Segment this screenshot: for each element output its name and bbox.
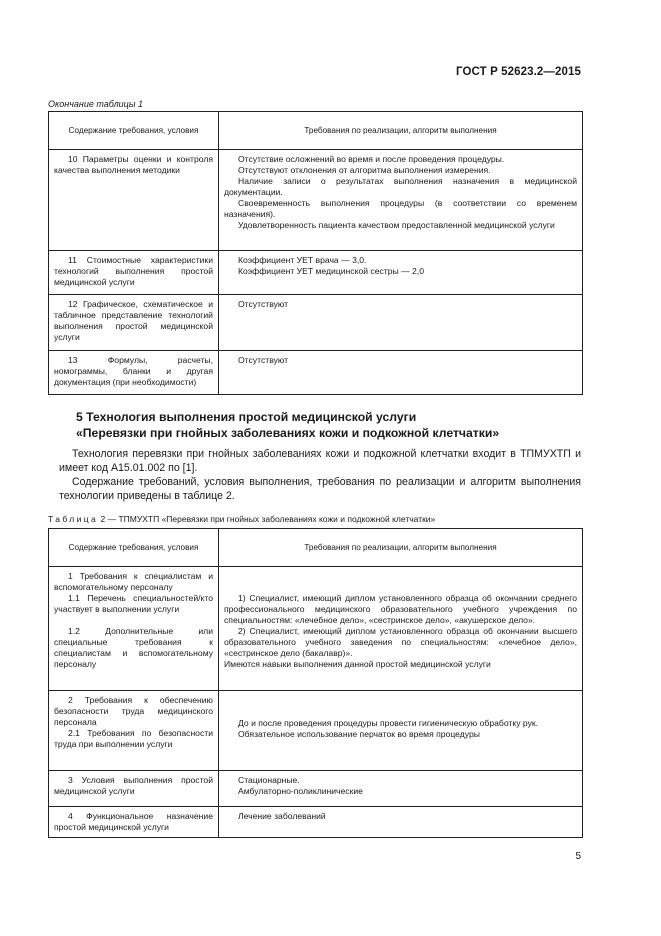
table-cell-requirement: 13 Формулы, расчеты, номограммы, бланки и другая документация (при необходимости) [49, 351, 219, 395]
table-cell-implementation: Стационарные. Амбулаторно-поликлинические [219, 771, 583, 807]
table-cell-requirement: 12 Графическое, схематическое и табличное представление технологий выполнения простой медицинской услуги [49, 295, 219, 351]
table2 [48, 528, 583, 838]
body-paragraph: Содержание требований, условия выполнения, требования по реализации и алгоритм выполнения технологии приведены в таблице 2. [59, 476, 581, 502]
body-paragraph: Технология перевязки при гнойных заболеваниях кожи и подкожной клетчатки входит в ТПМУХТП и имеет код А15.01.002 по [1]. [59, 448, 581, 474]
table1-caption: Окончание таблицы 1 [48, 99, 143, 109]
table-cell-requirement: 4 Функциональное назначение простой медицинской услуги [49, 807, 219, 838]
table-cell-implementation: Отсутствие осложнений во время и после проведения процедуры. Отсутствуют отклонения от алгоритма выполнения измерения. Наличие записи о результатах выполнения назначения в медицинской документации. Своевременность выполнения процедуры (в соответствии со временем назначения). Удовлетворенность пациента качеством предоставленной медицинской услуги [219, 150, 583, 251]
table-cell-implementation: До и после проведения процедуры провести гигиеническую обработку рук. Обязательное использование перчаток во время процедуры [219, 691, 583, 771]
table1-col-header-requirement: Содержание требования, условия [49, 112, 219, 150]
table1-col-header-implementation: Требования по реализации, алгоритм выполнения [219, 112, 583, 150]
page-number: 5 [575, 851, 581, 862]
table1 [48, 111, 583, 395]
table-cell-implementation: Отсутствуют [219, 295, 583, 351]
table1-header-row [49, 112, 583, 150]
table2-col-header-implementation: Требования по реализации, алгоритм выполнения [219, 529, 583, 567]
table-row [49, 295, 583, 351]
document-id: ГОСТ Р 52623.2—2015 [456, 66, 581, 78]
table-row [49, 251, 583, 295]
table-cell-requirement: 3 Условия выполнения простой медицинской услуги [49, 771, 219, 807]
table-cell-requirement: 10 Параметры оценки и контроля качества выполнения методики [49, 150, 219, 251]
table-row [49, 150, 583, 251]
table2-header-row [49, 529, 583, 567]
table-cell-requirement: 2 Требования к обеспечению безопасности труда медицинского персонала 2.1 Требования по безопасности труда при выполнении услуги [49, 691, 219, 771]
table2-col-header-requirement: Содержание требования, условия [49, 529, 219, 567]
table-cell-implementation: 1) Специалист, имеющий диплом установленного образца об окончании среднего профессионального медицинского образовательного учебного учреждения по специальностям: «лечебное дело», «сестринское дело», «акушерское дело». 2) Специалист, имеющий диплом установленного образца об окончании высшего образовательного учебного заведения по специальностям: «лечебное дело», «сестринское дело (бакалавр)». Имеются навыки выполнения данной простой медицинской услуги [219, 567, 583, 691]
table-row [49, 807, 583, 838]
section-heading: 5 Технология выполнения простой медицинской услуги «Перевязки при гнойных заболеваниях кожи и подкожной клетчатки» [76, 410, 500, 440]
table-cell-implementation: Коэффициент УЕТ врача — 3,0. Коэффициент УЕТ медицинской сестры — 2,0 [219, 251, 583, 295]
table-cell-requirement: 1 Требования к специалистам и вспомогательному персоналу 1.1 Перечень специальностей/кто участвует в выполнении услуги 1.2 Дополнительные или специальные требования к специалистам и вспомогательному персоналу [49, 567, 219, 691]
table2-caption: Таблица 2 — ТПМУХТП «Перевязки при гнойных заболеваниях кожи и подкожной клетчатки» [48, 514, 436, 524]
table-cell-requirement: 11 Стоимостные характеристики технологий выполнения простой медицинской услуги [49, 251, 219, 295]
table-row [49, 691, 583, 771]
table-row [49, 771, 583, 807]
table-row [49, 567, 583, 691]
table-row [49, 351, 583, 395]
table-cell-implementation: Отсутствуют [219, 351, 583, 395]
table-cell-implementation: Лечение заболеваний [219, 807, 583, 838]
